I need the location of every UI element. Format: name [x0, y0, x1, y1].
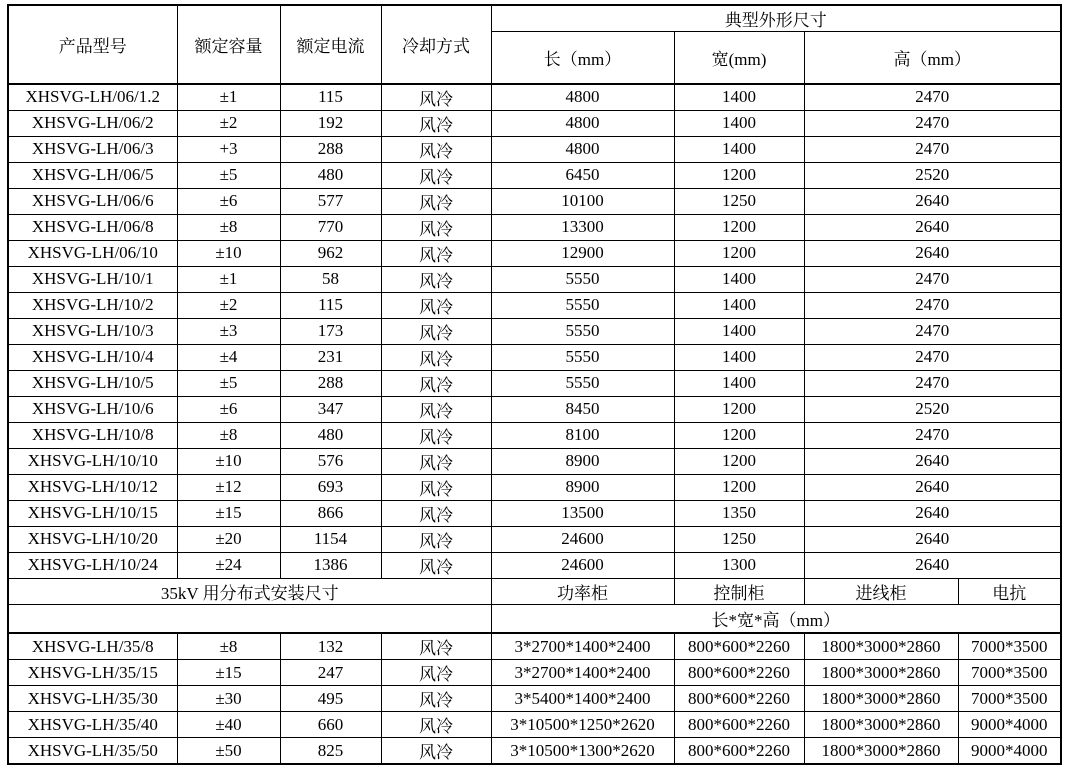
header-row-1	[8, 5, 1061, 32]
cell-model: XHSVG-LH/10/6	[8, 396, 177, 422]
cell-model: XHSVG-LH/06/6	[8, 188, 177, 214]
cell-width: 1250	[674, 188, 804, 214]
cell-current: 132	[280, 633, 381, 660]
cell-cooling: 风冷	[381, 214, 491, 240]
cell-length: 12900	[491, 240, 674, 266]
col-header-reactor: 电抗	[958, 578, 1061, 604]
cell-capacity: ±1	[177, 266, 280, 292]
cell-capacity: ±30	[177, 686, 280, 712]
cell-length: 5550	[491, 370, 674, 396]
cell-cooling: 风冷	[381, 188, 491, 214]
cell-current: 576	[280, 448, 381, 474]
cell-current: 347	[280, 396, 381, 422]
table-header	[8, 5, 1061, 84]
table-row	[8, 526, 1061, 552]
cell-model: XHSVG-LH/10/15	[8, 500, 177, 526]
cell-incoming: 1800*3000*2860	[804, 738, 958, 765]
cell-height: 2470	[804, 318, 1061, 344]
cell-capacity: ±5	[177, 162, 280, 188]
cell-model: XHSVG-LH/10/20	[8, 526, 177, 552]
table-row	[8, 448, 1061, 474]
cell-cooling: 风冷	[381, 84, 491, 111]
cell-width: 1200	[674, 162, 804, 188]
table-row	[8, 474, 1061, 500]
cell-cooling: 风冷	[381, 738, 491, 765]
cell-current: 480	[280, 162, 381, 188]
cell-length: 10100	[491, 188, 674, 214]
cell-control: 800*600*2260	[674, 712, 804, 738]
cell-capacity: ±2	[177, 292, 280, 318]
cell-capacity: +3	[177, 136, 280, 162]
cell-current: 577	[280, 188, 381, 214]
cell-height: 2640	[804, 474, 1061, 500]
section2-empty-cell	[8, 604, 491, 633]
cell-capacity: ±8	[177, 633, 280, 660]
table-row	[8, 396, 1061, 422]
cell-cooling: 风冷	[381, 633, 491, 660]
cell-capacity: ±15	[177, 500, 280, 526]
section2-dims-label: 长*宽*高（mm）	[491, 604, 1061, 633]
cell-height: 2470	[804, 84, 1061, 111]
cell-reactor: 7000*3500	[958, 686, 1061, 712]
cell-width: 1400	[674, 136, 804, 162]
cell-capacity: ±15	[177, 660, 280, 686]
cell-length: 8900	[491, 474, 674, 500]
col-header-width: 宽(mm)	[674, 32, 804, 84]
cell-current: 288	[280, 370, 381, 396]
col-header-power-cabinet: 功率柜	[491, 578, 674, 604]
table-row	[8, 136, 1061, 162]
col-header-length: 长（mm）	[491, 32, 674, 84]
cell-current: 480	[280, 422, 381, 448]
cell-capacity: ±6	[177, 188, 280, 214]
cell-capacity: ±40	[177, 712, 280, 738]
table-row	[8, 188, 1061, 214]
cell-capacity: ±50	[177, 738, 280, 765]
cell-cooling: 风冷	[381, 712, 491, 738]
cell-capacity: ±10	[177, 240, 280, 266]
cell-height: 2470	[804, 110, 1061, 136]
cell-model: XHSVG-LH/06/5	[8, 162, 177, 188]
cell-length: 8900	[491, 448, 674, 474]
cell-cooling: 风冷	[381, 110, 491, 136]
cell-current: 1154	[280, 526, 381, 552]
cell-current: 693	[280, 474, 381, 500]
cell-reactor: 7000*3500	[958, 660, 1061, 686]
cell-current: 173	[280, 318, 381, 344]
cell-capacity: ±8	[177, 422, 280, 448]
cell-height: 2470	[804, 422, 1061, 448]
section2-title-row	[8, 578, 1061, 604]
table-row	[8, 110, 1061, 136]
cell-height: 2470	[804, 136, 1061, 162]
cell-power: 3*5400*1400*2400	[491, 686, 674, 712]
cell-length: 8100	[491, 422, 674, 448]
cell-current: 192	[280, 110, 381, 136]
cell-width: 1250	[674, 526, 804, 552]
cell-current: 1386	[280, 552, 381, 578]
cell-capacity: ±3	[177, 318, 280, 344]
cell-length: 4800	[491, 136, 674, 162]
cell-height: 2520	[804, 396, 1061, 422]
cell-model: XHSVG-LH/10/24	[8, 552, 177, 578]
cell-height: 2470	[804, 292, 1061, 318]
cell-width: 1350	[674, 500, 804, 526]
cell-length: 5550	[491, 266, 674, 292]
main-rows	[8, 84, 1061, 579]
cell-cooling: 风冷	[381, 344, 491, 370]
table-row	[8, 84, 1061, 111]
cell-cooling: 风冷	[381, 500, 491, 526]
cell-length: 8450	[491, 396, 674, 422]
cell-model: XHSVG-LH/35/40	[8, 712, 177, 738]
cell-width: 1400	[674, 344, 804, 370]
cell-width: 1200	[674, 422, 804, 448]
cell-model: XHSVG-LH/35/15	[8, 660, 177, 686]
cell-capacity: ±10	[177, 448, 280, 474]
cell-cooling: 风冷	[381, 552, 491, 578]
cell-current: 660	[280, 712, 381, 738]
cell-reactor: 9000*4000	[958, 738, 1061, 765]
product-spec-table	[7, 4, 1062, 765]
cell-width: 1400	[674, 84, 804, 111]
table-row	[8, 422, 1061, 448]
cell-height: 2640	[804, 188, 1061, 214]
cell-control: 800*600*2260	[674, 633, 804, 660]
cell-width: 1200	[674, 448, 804, 474]
cell-capacity: ±8	[177, 214, 280, 240]
cell-width: 1400	[674, 110, 804, 136]
cell-model: XHSVG-LH/06/1.2	[8, 84, 177, 111]
cell-length: 24600	[491, 526, 674, 552]
table-row	[8, 686, 1061, 712]
cell-width: 1400	[674, 266, 804, 292]
cell-cooling: 风冷	[381, 136, 491, 162]
cell-cooling: 风冷	[381, 422, 491, 448]
table-row	[8, 660, 1061, 686]
cell-capacity: ±12	[177, 474, 280, 500]
col-group-header-typical-dimensions: 典型外形尺寸	[491, 5, 1061, 32]
cell-model: XHSVG-LH/06/2	[8, 110, 177, 136]
cell-current: 495	[280, 686, 381, 712]
cell-width: 1200	[674, 214, 804, 240]
cell-width: 1200	[674, 396, 804, 422]
cell-cooling: 风冷	[381, 292, 491, 318]
cell-model: XHSVG-LH/10/10	[8, 448, 177, 474]
col-header-rated-capacity: 额定容量	[177, 5, 280, 84]
cell-model: XHSVG-LH/35/30	[8, 686, 177, 712]
cell-length: 4800	[491, 84, 674, 111]
cell-current: 770	[280, 214, 381, 240]
cell-control: 800*600*2260	[674, 686, 804, 712]
col-header-rated-current: 额定电流	[280, 5, 381, 84]
cell-height: 2640	[804, 500, 1061, 526]
cell-model: XHSVG-LH/10/8	[8, 422, 177, 448]
cell-reactor: 7000*3500	[958, 633, 1061, 660]
table-row	[8, 370, 1061, 396]
col-header-control-cabinet: 控制柜	[674, 578, 804, 604]
cell-power: 3*10500*1250*2620	[491, 712, 674, 738]
section2-dims-row	[8, 604, 1061, 633]
cell-current: 247	[280, 660, 381, 686]
col-header-height: 高（mm）	[804, 32, 1061, 84]
table-row	[8, 240, 1061, 266]
table-row	[8, 738, 1061, 765]
cell-model: XHSVG-LH/10/1	[8, 266, 177, 292]
section2-header	[8, 578, 1061, 633]
cell-capacity: ±4	[177, 344, 280, 370]
table-row	[8, 712, 1061, 738]
cell-capacity: ±1	[177, 84, 280, 111]
cell-width: 1400	[674, 370, 804, 396]
table-row	[8, 318, 1061, 344]
cell-length: 13500	[491, 500, 674, 526]
cell-cooling: 风冷	[381, 240, 491, 266]
cell-width: 1200	[674, 474, 804, 500]
table-row	[8, 266, 1061, 292]
cell-current: 115	[280, 292, 381, 318]
cell-current: 866	[280, 500, 381, 526]
cell-cooling: 风冷	[381, 526, 491, 552]
cell-model: XHSVG-LH/06/10	[8, 240, 177, 266]
cell-length: 4800	[491, 110, 674, 136]
cell-capacity: ±2	[177, 110, 280, 136]
cell-height: 2640	[804, 526, 1061, 552]
cell-height: 2470	[804, 370, 1061, 396]
col-header-incoming-cabinet: 进线柜	[804, 578, 958, 604]
cell-length: 6450	[491, 162, 674, 188]
cell-model: XHSVG-LH/10/5	[8, 370, 177, 396]
cell-cooling: 风冷	[381, 370, 491, 396]
table-row	[8, 162, 1061, 188]
cell-current: 115	[280, 84, 381, 111]
cell-incoming: 1800*3000*2860	[804, 712, 958, 738]
cell-cooling: 风冷	[381, 448, 491, 474]
cell-current: 231	[280, 344, 381, 370]
cell-cooling: 风冷	[381, 474, 491, 500]
section2-rows	[8, 633, 1061, 764]
cell-power: 3*10500*1300*2620	[491, 738, 674, 765]
cell-control: 800*600*2260	[674, 660, 804, 686]
cell-cooling: 风冷	[381, 318, 491, 344]
cell-incoming: 1800*3000*2860	[804, 686, 958, 712]
cell-capacity: ±24	[177, 552, 280, 578]
table-row	[8, 500, 1061, 526]
section2-title: 35kV 用分布式安装尺寸	[8, 578, 491, 604]
cell-height: 2520	[804, 162, 1061, 188]
cell-height: 2470	[804, 266, 1061, 292]
cell-height: 2470	[804, 344, 1061, 370]
cell-width: 1300	[674, 552, 804, 578]
cell-control: 800*600*2260	[674, 738, 804, 765]
cell-capacity: ±6	[177, 396, 280, 422]
table-row	[8, 214, 1061, 240]
cell-width: 1400	[674, 292, 804, 318]
cell-power: 3*2700*1400*2400	[491, 633, 674, 660]
cell-height: 2640	[804, 214, 1061, 240]
cell-model: XHSVG-LH/06/3	[8, 136, 177, 162]
cell-model: XHSVG-LH/10/2	[8, 292, 177, 318]
cell-current: 58	[280, 266, 381, 292]
cell-cooling: 风冷	[381, 396, 491, 422]
col-header-product-model: 产品型号	[8, 5, 177, 84]
cell-length: 24600	[491, 552, 674, 578]
cell-model: XHSVG-LH/10/12	[8, 474, 177, 500]
cell-current: 825	[280, 738, 381, 765]
cell-cooling: 风冷	[381, 660, 491, 686]
cell-cooling: 风冷	[381, 686, 491, 712]
cell-length: 5550	[491, 344, 674, 370]
cell-width: 1400	[674, 318, 804, 344]
table-row	[8, 292, 1061, 318]
cell-model: XHSVG-LH/06/8	[8, 214, 177, 240]
cell-length: 5550	[491, 318, 674, 344]
cell-width: 1200	[674, 240, 804, 266]
cell-height: 2640	[804, 240, 1061, 266]
col-header-cooling-method: 冷却方式	[381, 5, 491, 84]
cell-cooling: 风冷	[381, 162, 491, 188]
cell-model: XHSVG-LH/10/4	[8, 344, 177, 370]
cell-cooling: 风冷	[381, 266, 491, 292]
cell-capacity: ±5	[177, 370, 280, 396]
cell-model: XHSVG-LH/10/3	[8, 318, 177, 344]
cell-power: 3*2700*1400*2400	[491, 660, 674, 686]
cell-current: 962	[280, 240, 381, 266]
cell-model: XHSVG-LH/35/50	[8, 738, 177, 765]
cell-current: 288	[280, 136, 381, 162]
cell-incoming: 1800*3000*2860	[804, 660, 958, 686]
table-row	[8, 552, 1061, 578]
cell-incoming: 1800*3000*2860	[804, 633, 958, 660]
table-row	[8, 344, 1061, 370]
cell-height: 2640	[804, 552, 1061, 578]
cell-length: 5550	[491, 292, 674, 318]
cell-capacity: ±20	[177, 526, 280, 552]
table-row	[8, 633, 1061, 660]
cell-length: 13300	[491, 214, 674, 240]
cell-height: 2640	[804, 448, 1061, 474]
cell-model: XHSVG-LH/35/8	[8, 633, 177, 660]
cell-reactor: 9000*4000	[958, 712, 1061, 738]
